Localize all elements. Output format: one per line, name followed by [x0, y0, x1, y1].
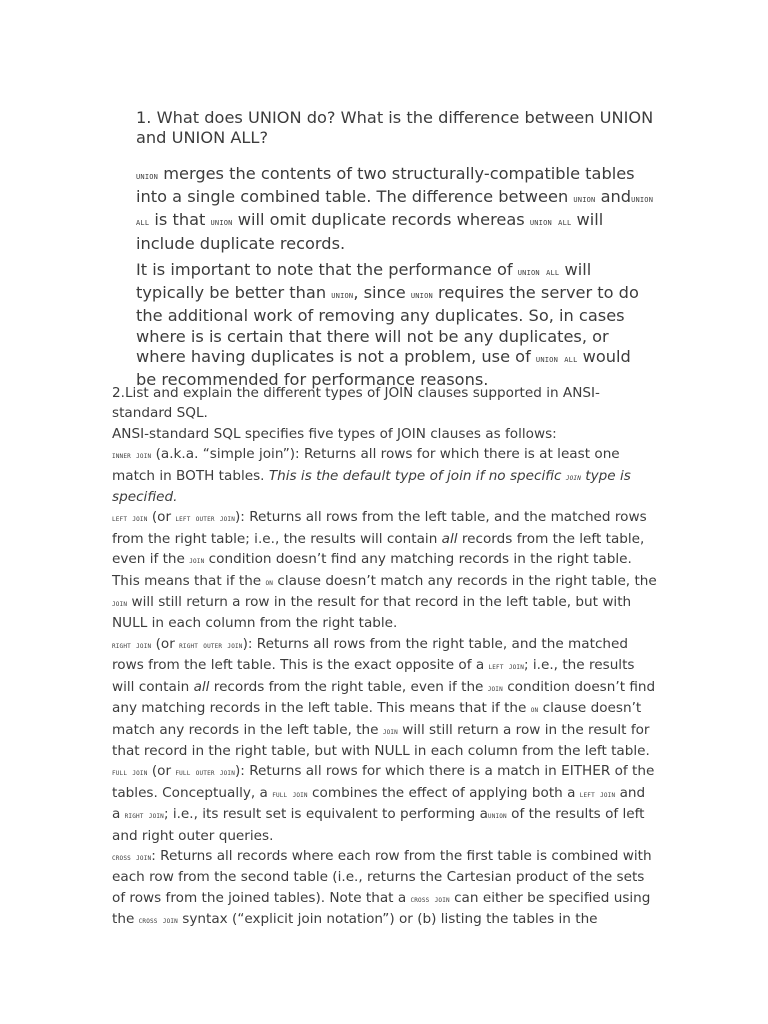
code-keyword: union all: [529, 217, 572, 229]
code-keyword: cross join: [410, 893, 450, 904]
code-keyword: right outer join: [179, 639, 243, 650]
inner-join-item: inner join (a.k.a. “simple join”): Returns all rows for which there is at least one match in BOTH tables. This is the default type of join if no specific join type is specified.: [112, 446, 631, 506]
code-keyword: inner join: [112, 450, 152, 461]
question-2-section: [112, 383, 657, 931]
code-keyword: left join: [488, 661, 524, 672]
code-keyword: left outer join: [175, 513, 235, 524]
code-keyword: join: [487, 682, 503, 693]
code-keyword: full join: [112, 767, 148, 778]
code-keyword: union: [410, 290, 433, 302]
code-keyword: union all: [535, 353, 578, 365]
code-keyword: full outer join: [175, 767, 235, 778]
right-join-item: right join (or right outer join): Returns all rows from the right table, and the matched rows from the left table. This is the exact opposite of a left join; i.e., the results will contain all records from the right table, even if the join condition doesn’t find any matching records in the left table. This means that if the on clause doesn’t match any records in the left table, the join will still return a row in the result for that record in the right table, but with NULL in each column from the left table.: [112, 635, 656, 759]
code-keyword: union all: [136, 194, 654, 229]
code-keyword: join: [189, 555, 205, 566]
code-keyword: right join: [112, 639, 152, 650]
code-keyword: join: [565, 471, 581, 482]
code-keyword: union: [136, 171, 159, 182]
performance-note-paragraph: It is important to note that the performance of union all will typically be better than union, since union requires the server to do the additional work of removing any duplicates. So, in cases where is is certain that there will not be any duplicates, or where having duplicates is not a problem, use of union all would be recommended for performance reasons.: [136, 260, 639, 390]
union-explanation-paragraph: union merges the contents of two structurally-compatible tables into a single combined table. The difference between union andunion all is that union will omit duplicate records whereas union all will include duplicate records.: [136, 164, 654, 253]
join-intro: ANSI-standard SQL specifies five types of JOIN clauses as follows:: [112, 425, 557, 442]
code-keyword: union: [331, 290, 354, 302]
code-keyword: union: [210, 217, 233, 229]
code-keyword: union: [487, 810, 507, 821]
code-keyword: left join: [112, 513, 148, 524]
code-keyword: join: [112, 598, 128, 609]
code-keyword: cross join: [112, 851, 152, 862]
code-keyword: full join: [272, 788, 308, 799]
code-keyword: union: [573, 194, 596, 206]
code-keyword: union all: [517, 267, 560, 278]
code-keyword: join: [382, 725, 398, 736]
code-keyword: on: [530, 704, 539, 715]
full-join-item: full join (or full outer join): Returns all rows for which there is a match in EITHER of the tables. Conceptually, a full join combines the effect of applying both a left join and a right join; i.e., its result set is equivalent to performing aunion of the results of left and right outer queries.: [112, 763, 655, 844]
question-1-heading: 1. What does UNION do? What is the difference between UNION and UNION ALL?: [136, 108, 654, 148]
left-join-item: left join (or left outer join): Returns all rows from the left table, and the matched rows from the right table; i.e., the results will contain all records from the left table, even if the join condition doesn’t find any matching records in the right table. This means that if the on clause doesn’t match any records in the right table, the join will still return a row in the result for that record in the left table, but with NULL in each column from the right table.: [112, 509, 657, 632]
code-keyword: left join: [579, 788, 616, 799]
question-2-heading: 2.List and explain the different types of JOIN clauses supported in ANSI-standard SQL.: [112, 385, 600, 422]
code-keyword: on: [265, 576, 274, 587]
code-keyword: cross join: [138, 915, 178, 926]
cross-join-item: cross join: Returns all records where each row from the first table is combined with each row from the second table (i.e., returns the Cartesian product of the sets of rows from the joined tables). Note that a cross join can either be specified using the cross join syntax (“explicit join notation”) or (b) listing the tables in the: [112, 847, 652, 928]
code-keyword: right join: [124, 810, 164, 821]
